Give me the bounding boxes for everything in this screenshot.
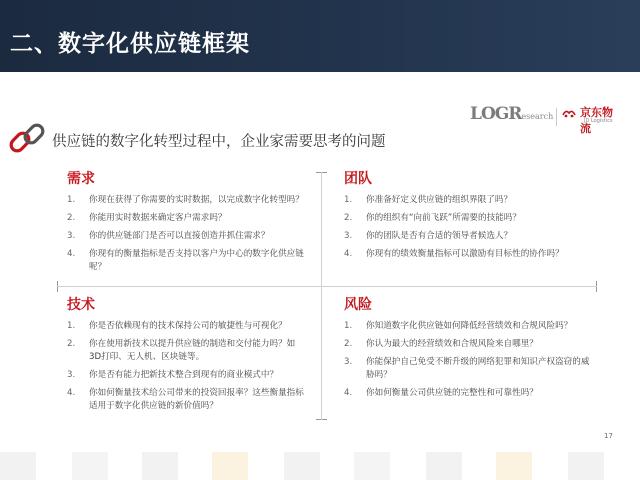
footer-tile [496,452,532,480]
footer-tile [568,452,604,480]
footer-tile [284,452,320,480]
footer-tile [212,452,248,480]
corner-tick [316,172,321,173]
question-item: 2. 你的组织有“向前飞跃”所需要的技能吗？ [344,213,521,223]
question-item: 4. 你现有的衡量指标是否支持以客户为中心的数字化供应链呢？ [67,249,304,272]
jd-logistics-subtitle: JD Logistics [584,118,613,124]
question-item: 2. 你在使用新技术以提升供应链的制造和交付能力吗？如3D打印、无人机、区块链等。 [67,339,296,362]
footer-tile [426,452,462,480]
corner-tick [57,281,58,286]
footer-tile [354,452,390,480]
logr-logo: LOGResearch [470,104,554,124]
chain-link-icon [6,118,48,160]
question-item: 2. 你认为最大的经营绩效和合规风险来自哪里？ [344,339,538,349]
question-item: 1. 你准备好定义供应链的组织界限了吗？ [344,195,513,205]
footer-tile [142,452,178,480]
quadrant-title: 需求 [67,171,95,187]
quadrant-demand [67,170,307,279]
question-item: 1. 你知道数字化供应链如何降低经营绩效和合规风险吗？ [344,321,573,331]
decorative-footer [0,452,640,480]
question-item: 4. 你如何衡量公司供应链的完整性和可靠性吗？ [344,388,538,398]
corner-tick [596,281,597,286]
quadrant-title: 技术 [67,297,95,313]
quadrant-risk [344,296,594,405]
main-question: 供应链的数字化转型过程中，企业家需要思考的问题 [52,134,386,150]
question-item: 1. 你是否依赖现有的技术保持公司的敏捷性与可视化？ [67,321,287,331]
quadrant-title: 风险 [344,297,372,313]
corner-tick [596,287,597,292]
logo-divider [556,108,557,126]
quadrant-tech [67,296,307,418]
footer-tile [0,452,36,480]
horizontal-divider [57,286,597,287]
question-item: 4. 你现有的绩效衡量指标可以激励有目标性的协作吗？ [344,249,564,259]
question-item: 3. 你是否有能力把新技术整合到现有的商业模式中？ [67,370,279,380]
question-item: 3. 你能保护自己免受不断升级的网络犯罪和知识产权盗窃的威胁吗？ [344,357,590,380]
question-item: 2. 你能用实时数据来确定客户需求吗？ [67,213,227,223]
logo-area [470,104,622,135]
page-number: 17 [604,432,613,440]
question-item: 4. 你如何衡量技术给公司带来的投资回报率？这些衡量指标适用于数字化供应链的新价值吗？ [67,388,304,411]
jd-logistics-name: 京东物流 [580,106,613,135]
corner-tick [57,287,58,292]
vertical-divider [321,172,322,420]
question-item: 1. 你现在获得了你需要的实时数据，以完成数字化转型吗？ [67,195,304,205]
corner-tick [322,172,327,173]
slide-title: 二、数字化供应链框架 [10,31,250,57]
corner-tick [322,419,327,420]
corner-tick [316,419,321,420]
question-item: 3. 你的供应链部门是否可以直接创造并抓住需求？ [67,231,270,241]
question-item: 3. 你的团队是否有合适的领导者候选人？ [344,231,513,241]
title-bar [0,0,640,72]
footer-tile [72,452,108,480]
jd-logo-icon [562,107,576,119]
quadrant-title: 团队 [344,171,372,187]
quadrant-team [344,170,594,266]
